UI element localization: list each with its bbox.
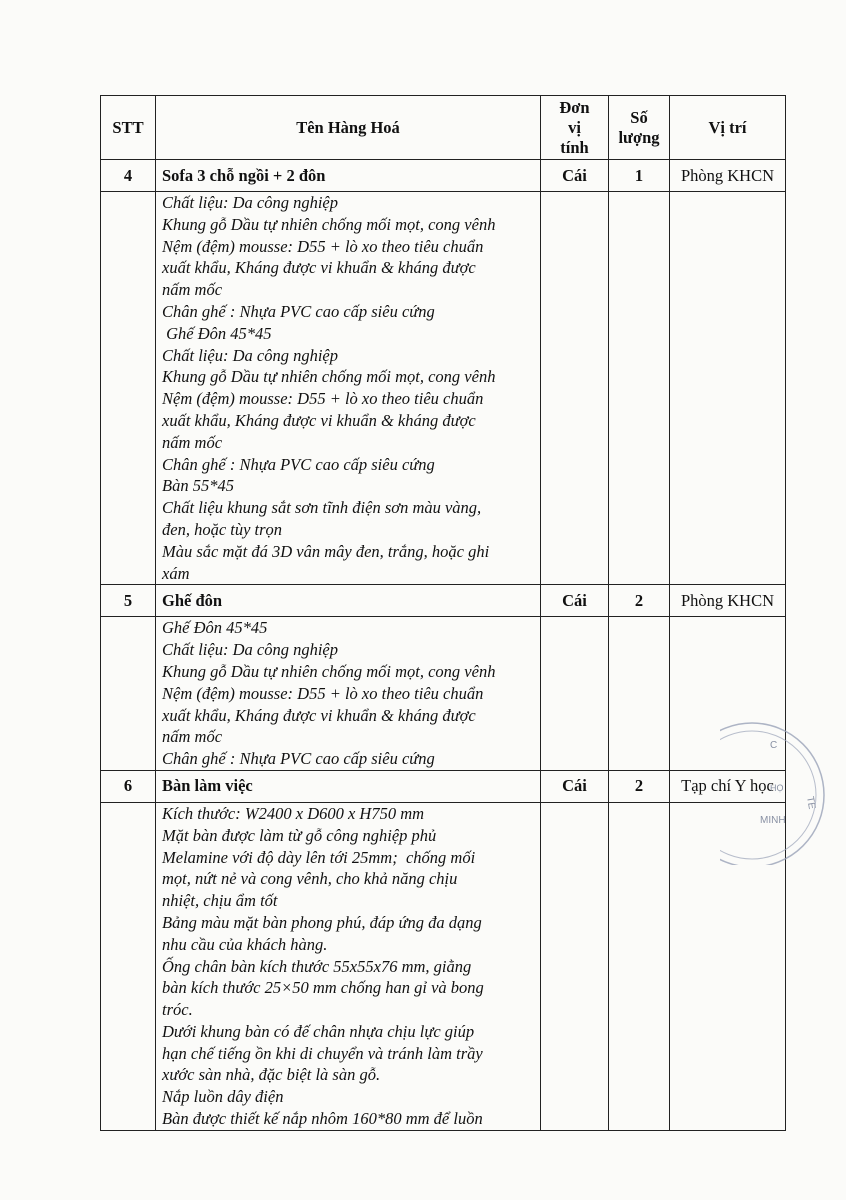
empty-cell (670, 192, 786, 585)
description-line: nấm mốc (162, 727, 223, 747)
description-row (101, 802, 786, 1130)
description-row (101, 192, 786, 585)
col-header-name: Tên Hàng Hoá (156, 96, 541, 160)
description-line: Nệm (đệm) mousse: D55 + lò xo theo tiêu chuẩn (162, 236, 484, 256)
description-line: Chân ghế : Nhựa PVC cao cấp siêu cứng (162, 454, 435, 474)
description-line: nhu cầu của khách hàng. (162, 934, 328, 954)
description-line: Bảng màu mặt bàn phong phú, đáp ứng đa dạng (162, 912, 482, 932)
item-unit: Cái (541, 160, 609, 192)
item-name: Bàn làm việc (156, 770, 541, 802)
item-unit: Cái (541, 770, 609, 802)
item-qty: 2 (609, 770, 670, 802)
item-unit: Cái (541, 585, 609, 617)
empty-cell (101, 617, 156, 771)
empty-cell (670, 802, 786, 1130)
empty-cell (609, 192, 670, 585)
description-line: Khung gỗ Dầu tự nhiên chống mối mọt, cong vênh (162, 661, 496, 681)
item-stt: 4 (101, 160, 156, 192)
item-location: Tạp chí Y học (670, 770, 786, 802)
description-row (101, 617, 786, 771)
item-name: Ghế đôn (156, 585, 541, 617)
empty-cell (609, 802, 670, 1130)
description-line: Ống chân bàn kích thước 55x55x76 mm, giằng (162, 956, 472, 976)
item-qty: 1 (609, 160, 670, 192)
header-row (101, 96, 786, 160)
item-description (156, 192, 541, 585)
item-stt: 6 (101, 770, 156, 802)
col-header-unit-text: Đơn vị tính (559, 97, 590, 157)
empty-cell (101, 192, 156, 585)
col-header-qty-text: Số lượng (618, 107, 660, 147)
description-line: nấm mốc (162, 280, 223, 300)
col-header-qty (609, 96, 670, 160)
col-header-unit (541, 96, 609, 160)
description-line: xuất khẩu, Kháng được vi khuẩn & kháng được (162, 258, 476, 278)
item-description (156, 617, 541, 771)
item-stt: 5 (101, 585, 156, 617)
table-row (101, 770, 786, 802)
description-line: Chất liệu khung sắt sơn tĩnh điện sơn màu vàng, (162, 498, 482, 518)
item-location: Phòng KHCN (670, 160, 786, 192)
description-line: Chân ghế : Nhựa PVC cao cấp siêu cứng (162, 749, 435, 769)
svg-text:TE: TE (804, 795, 818, 811)
empty-cell (541, 802, 609, 1130)
description-line: mọt, nứt nẻ và cong vênh, cho khả năng chịu (162, 869, 458, 889)
description-line: Nệm (đệm) mousse: D55 + lò xo theo tiêu chuẩn (162, 389, 484, 409)
description-line: tróc. (162, 1000, 193, 1020)
description-line: Dưới khung bàn có đế chân nhựa chịu lực giúp (162, 1021, 475, 1041)
description-line: Melamine với độ dày lên tới 25mm; chống mối (162, 847, 476, 867)
svg-text:MINH: MINH (760, 815, 786, 826)
item-qty: 2 (609, 585, 670, 617)
description-line: xám (162, 563, 190, 583)
description-line: Khung gỗ Dầu tự nhiên chống mối mọt, cong vênh (162, 214, 496, 234)
svg-text:C: C (770, 740, 778, 751)
description-line: Kích thước: W2400 x D600 x H750 mm (162, 803, 425, 823)
col-header-stt: STT (101, 96, 156, 160)
description-line: xuất khẩu, Kháng được vi khuẩn & kháng được (162, 410, 476, 430)
description-line: Bàn được thiết kế nắp nhôm 160*80 mm để luồn (162, 1109, 483, 1129)
table-row (101, 160, 786, 192)
goods-table (100, 95, 786, 1131)
description-line: Khung gỗ Dầu tự nhiên chống mối mọt, cong vênh (162, 367, 496, 387)
empty-cell (609, 617, 670, 771)
description-line: bàn kích thước 25×50 mm chống han gỉ và bong (162, 978, 484, 998)
description-line: Chất liệu: Da công nghiệp (162, 345, 338, 365)
description-line: Chất liệu: Da công nghiệp (162, 193, 338, 212)
empty-cell (670, 617, 786, 771)
description-line: Ghế Đôn 45*45 (162, 618, 268, 638)
svg-text:HỌ: HỌ (770, 783, 784, 793)
description-line: đen, hoặc tùy trọn (162, 519, 283, 539)
description-line: Mặt bàn được làm từ gỗ công nghiệp phủ (162, 825, 437, 845)
description-line: xước sàn nhà, đặc biệt là sàn gỗ. (162, 1065, 381, 1085)
description-line: Chất liệu: Da công nghiệp (162, 640, 338, 660)
empty-cell (541, 192, 609, 585)
empty-cell (541, 617, 609, 771)
item-name: Sofa 3 chỗ ngồi + 2 đôn (156, 160, 541, 192)
description-line: Màu sắc mặt đá 3D vân mây đen, trắng, hoặc ghi (162, 541, 490, 561)
description-line: Chân ghế : Nhựa PVC cao cấp siêu cứng (162, 301, 435, 321)
empty-cell (101, 802, 156, 1130)
description-line: hạn chế tiếng ồn khi di chuyển và tránh làm trầy (162, 1043, 483, 1063)
description-line: Nắp luồn dây điện (162, 1087, 284, 1107)
col-header-location: Vị trí (670, 96, 786, 160)
table-row (101, 585, 786, 617)
item-description (156, 802, 541, 1130)
description-line: Nệm (đệm) mousse: D55 + lò xo theo tiêu chuẩn (162, 683, 484, 703)
description-line: nhiệt, chịu ẩm tốt (162, 891, 278, 911)
description-line: nấm mốc (162, 432, 223, 452)
description-line: Ghế Đôn 45*45 (162, 323, 272, 343)
description-line: Bàn 55*45 (162, 476, 234, 496)
description-line: xuất khẩu, Kháng được vi khuẩn & kháng được (162, 705, 476, 725)
item-location: Phòng KHCN (670, 585, 786, 617)
